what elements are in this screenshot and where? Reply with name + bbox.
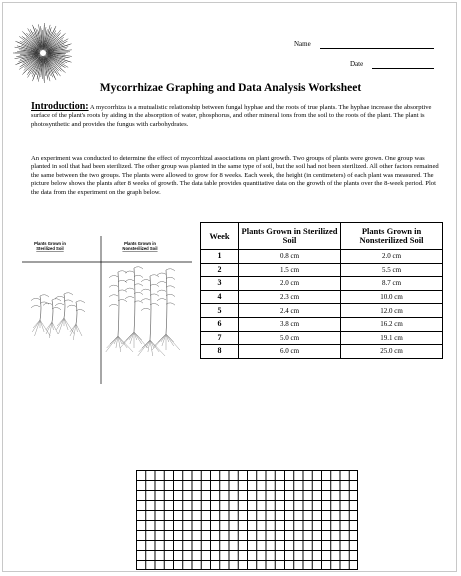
- sterilized-cell: 2.3 cm: [239, 290, 341, 304]
- nonsterilized-plants-drawing: [106, 267, 180, 356]
- mycorrhiza-burst-icon: [12, 22, 74, 84]
- week-cell: 2: [201, 263, 239, 277]
- sterilized-cell: 1.5 cm: [239, 263, 341, 277]
- nonsterilized-cell: 2.0 cm: [341, 250, 443, 264]
- illustration-label-sterilized: Plants Grown in Sterilized Soil: [34, 241, 66, 251]
- table-row: [201, 263, 443, 277]
- date-line[interactable]: [372, 68, 434, 69]
- nonsterilized-cell: 25.0 cm: [341, 345, 443, 359]
- nonsterilized-cell: 5.5 cm: [341, 263, 443, 277]
- week-cell: 6: [201, 317, 239, 331]
- week-cell: 4: [201, 290, 239, 304]
- column-header-week: Week: [201, 223, 239, 250]
- nonsterilized-cell: 19.1 cm: [341, 331, 443, 345]
- week-cell: 1: [201, 250, 239, 264]
- nonsterilized-cell: 10.0 cm: [341, 290, 443, 304]
- introduction-heading: Introduction:: [31, 101, 89, 112]
- sterilized-plants-drawing: [31, 293, 85, 340]
- table-row: [201, 304, 443, 318]
- date-label: Date: [350, 60, 364, 68]
- column-header-nonsterilized: Plants Grown in Nonsterilized Soil: [341, 223, 443, 250]
- week-cell: 7: [201, 331, 239, 345]
- sterilized-cell: 0.8 cm: [239, 250, 341, 264]
- sterilized-cell: 5.0 cm: [239, 331, 341, 345]
- week-cell: 3: [201, 277, 239, 291]
- growth-data-table: [200, 222, 443, 359]
- page-title: Mycorrhizae Graphing and Data Analysis Worksheet: [99, 82, 362, 94]
- table-row: [201, 317, 443, 331]
- table-row: [201, 277, 443, 291]
- table-header-row: [201, 223, 443, 250]
- table-row: [201, 290, 443, 304]
- nonsterilized-cell: 12.0 cm: [341, 304, 443, 318]
- sterilized-cell: 3.8 cm: [239, 317, 341, 331]
- introduction-paragraph: [31, 103, 443, 129]
- table-row: [201, 250, 443, 264]
- experiment-paragraph: An experiment was conducted to determine the effect of mycorrhizal associations on plant growth. Two groups of plants were grown. One group was planted in soil that had been sterilized. The other group was planted in the same type of soil, but the soil had not been sterilized. All other factors remained the same between the two groups. The plants were allowed to grow for 8 weeks. Each week, the height (in centimeters) of each plant was measured. The picture below shows the plants after 8 weeks of growth. The data table provides quantitative data on the growth of the plants over the 8-week period. Plot the data from the experiment on the graph below.: [31, 155, 439, 196]
- sterilized-cell: 2.4 cm: [239, 304, 341, 318]
- sterilized-cell: 2.0 cm: [239, 277, 341, 291]
- name-line[interactable]: [320, 48, 434, 49]
- plant-illustration: [22, 236, 192, 384]
- sterilized-cell: 6.0 cm: [239, 345, 341, 359]
- column-header-sterilized: Plants Grown in Sterilized Soil: [239, 223, 341, 250]
- table-row: [201, 345, 443, 359]
- week-cell: 5: [201, 304, 239, 318]
- graph-grid[interactable]: [136, 470, 358, 570]
- week-cell: 8: [201, 345, 239, 359]
- nonsterilized-cell: 16.2 cm: [341, 317, 443, 331]
- illustration-label-nonsterilized: Plants Grown in Nonsterilized Soil: [122, 241, 158, 251]
- introduction-text: A mycorrhiza is a mutualistic relationship between fungal hyphae and the roots of true plants. The hyphae increase the absorptive surface of the plant's roots by aiding in the absorption of water, phosphorus, and other mineral ions from the soil to the roots of the plant. The plant is photosynthetic and provides the fungus with carbohydrates.: [31, 104, 432, 128]
- nonsterilized-cell: 8.7 cm: [341, 277, 443, 291]
- name-label: Name: [294, 40, 311, 48]
- table-row: [201, 331, 443, 345]
